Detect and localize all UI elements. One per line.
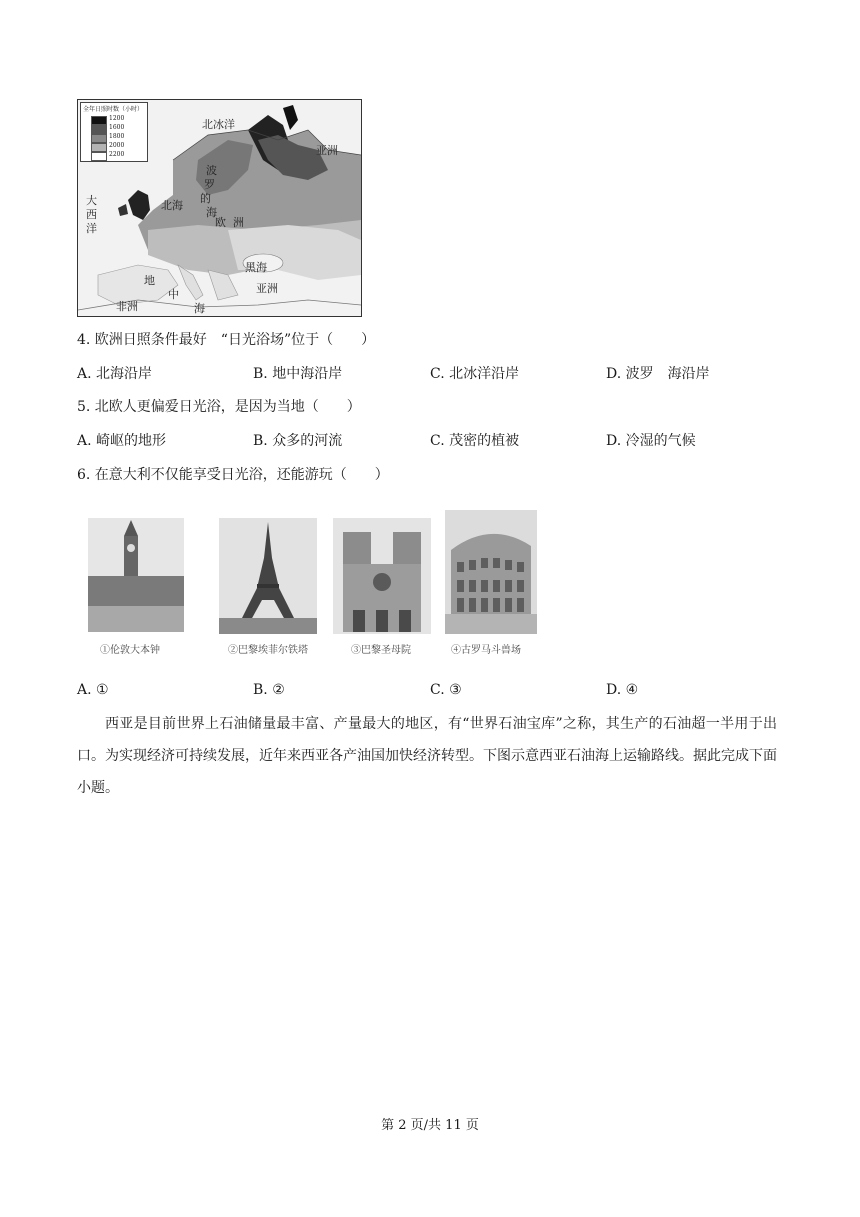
q5-option-b[interactable]: B. 众多的河流 (253, 433, 343, 449)
q4-option-b[interactable]: B. 地中海沿岸 (253, 366, 343, 382)
page-footer: 第 2 页/共 11 页 (381, 1118, 479, 1133)
q5-option-c[interactable]: C. 茂密的植被 (430, 433, 520, 449)
label-baltic-1: 波 (206, 164, 217, 177)
q4-option-a[interactable]: A. 北海沿岸 (77, 366, 153, 382)
label-africa: 非洲 (116, 300, 138, 313)
legend-swatch-1 (91, 116, 107, 125)
map-legend (80, 102, 148, 162)
q4-option-c[interactable]: C. 北冰洋沿岸 (430, 366, 520, 382)
caption-notre-dame: ③巴黎圣母院 (351, 645, 411, 656)
photo-eiffel-tower (219, 518, 317, 634)
label-med-1: 地 (144, 274, 155, 287)
photo-notre-dame (333, 518, 431, 634)
q5-option-d[interactable]: D. 冷湿的气候 (606, 433, 696, 449)
caption-eiffel-tower: ②巴黎埃菲尔铁塔 (228, 645, 308, 656)
label-baltic-4: 海 (206, 206, 217, 219)
legend-title: 全年日照时数（小时） (83, 106, 144, 113)
label-med-2: 中 (168, 288, 179, 301)
legend-swatch-3 (91, 134, 107, 143)
q6-option-b[interactable]: B. ② (253, 682, 285, 698)
q6-option-a[interactable]: A. ① (77, 682, 109, 698)
legend-swatch-4 (91, 143, 107, 152)
legend-value-4: 2000 (109, 142, 125, 149)
label-asia-top: 亚洲 (316, 144, 338, 157)
q5-stem: 5. 北欧人更偏爱日光浴，是因为当地（ ） (77, 399, 361, 415)
label-europe-1: 欧 (215, 216, 226, 229)
q4-stem: 4. 欧洲日照条件最好 “日光浴场”位于（ ） (77, 332, 376, 348)
legend-value-5: 2200 (109, 151, 125, 158)
q5-option-a[interactable]: A. 崎岖的地形 (77, 433, 167, 449)
legend-swatch-5 (91, 152, 107, 161)
label-baltic-3: 的 (200, 192, 211, 205)
photo-colosseum (445, 510, 537, 634)
label-europe-2: 洲 (233, 216, 244, 229)
q6-option-c[interactable]: C. ③ (430, 682, 462, 698)
passage-west-asia: 西亚是目前世界上石油储量最丰富、产量最大的地区，有“世界石油宝库”之称，其生产的石油超一半用于出口。为实现经济可持续发展，近年来西亚各产油国加快经济转型。下图示意西亚石油海上运输路线。据此完成下面小题。 (77, 716, 777, 796)
label-black-sea: 黑海 (245, 261, 267, 274)
caption-big-ben: ①伦敦大本钟 (100, 645, 160, 656)
label-north-sea: 北海 (161, 199, 183, 212)
legend-swatch-2 (91, 125, 107, 134)
caption-colosseum: ④古罗马斗兽场 (451, 645, 521, 656)
label-arctic-ocean: 北冰洋 (202, 118, 235, 131)
label-asia-bottom: 亚洲 (256, 282, 278, 295)
q6-option-d[interactable]: D. ④ (606, 682, 639, 698)
legend-value-3: 1800 (109, 133, 125, 140)
label-atlantic-1: 大 (86, 194, 97, 207)
photo-big-ben (88, 518, 184, 632)
legend-value-1: 1200 (109, 115, 125, 122)
label-atlantic-2: 西 (86, 208, 97, 221)
europe-sunshine-map (77, 99, 362, 317)
q4-option-d[interactable]: D. 波罗 海沿岸 (606, 366, 710, 382)
label-med-3: 海 (194, 302, 205, 315)
label-baltic-2: 罗 (204, 178, 215, 191)
label-atlantic-3: 洋 (86, 222, 97, 235)
legend-value-2: 1600 (109, 124, 125, 131)
q6-stem: 6. 在意大利不仅能享受日光浴，还能游玩（ ） (77, 467, 389, 483)
